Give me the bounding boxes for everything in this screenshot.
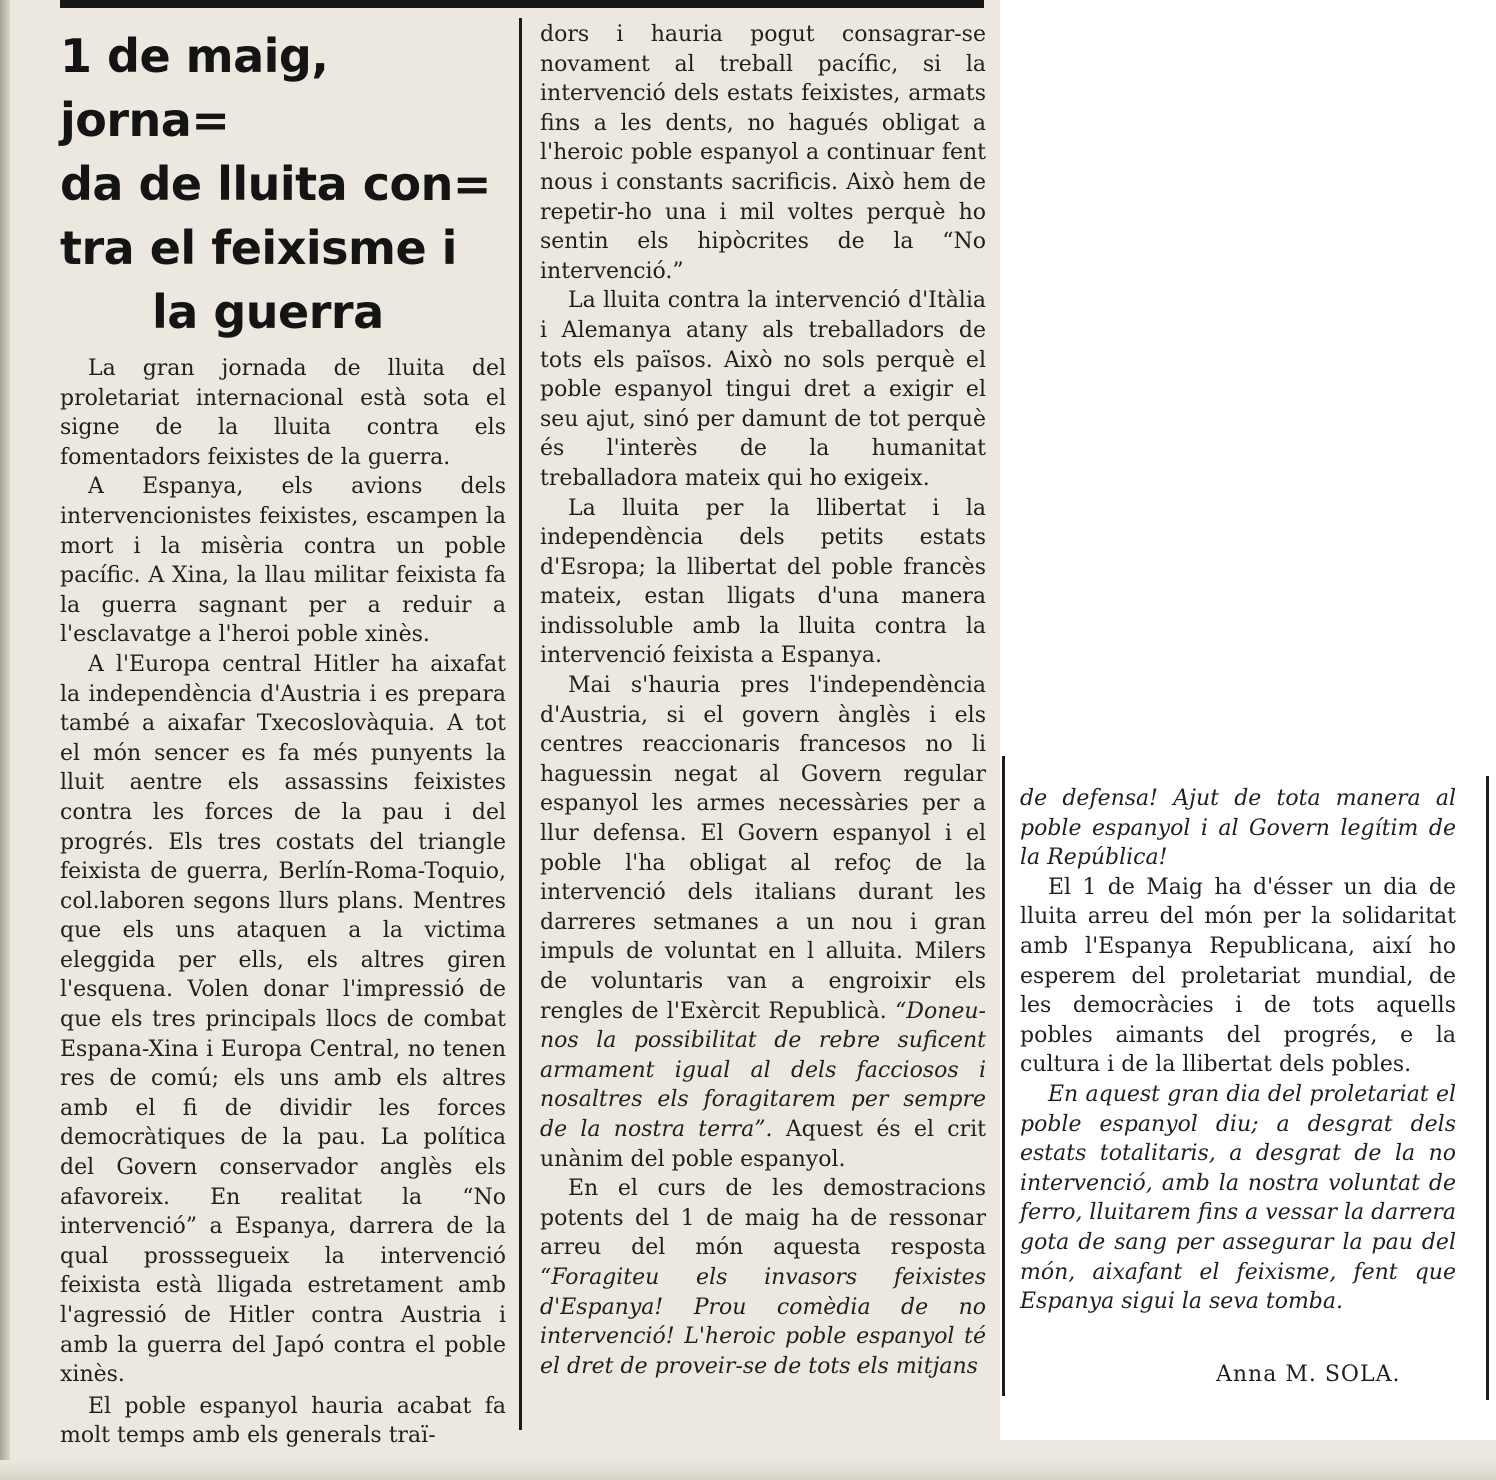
top-rule <box>60 0 984 8</box>
paragraph-text: En el curs de les demostracions potents del 1 de maig ha de ressonar arreu del món aquesta resposta <box>540 1176 986 1261</box>
column-rule-1 <box>519 18 522 1430</box>
paragraph: dors i hauria pogut consagrar-se novament al treball pacífic, si la intervenció dels estats feixistes, armats fins a les dents, no hagués obligat a l'heroic poble espanyol a continuar fent nous i constants sacrificis. Això hem de repetir-ho una i mil voltes perquè ho sentin els hipòcrites de la “No intervenció.” <box>540 22 986 284</box>
paragraph: A Espanya, els avions dels intervencionistes feixistes, escampen la mort i la misèria contra un poble pacífic. A Xina, la llau militar feixista fa la guerra sagnant per a reduir a l'esclavatge a l'heroi poble xinès. <box>60 474 506 648</box>
paragraph: El poble espanyol hauria acabat fa molt temps amb els generals traï- <box>60 1393 506 1449</box>
page-left-edge <box>0 0 10 1480</box>
paragraph: El 1 de Maig ha d'ésser un dia de lluita arreu del món per la solidaritat amb l'Espanya Republicana, així ho esperem del proletariat mundial, de les democràcies i de tots aquells pobles aimants del progrés, e la cultura i de la llibertat dels pobles. <box>1020 874 1456 1078</box>
paragraph: A l'Europa central Hitler ha aixafat la independència d'Austria i es prepara també a aixafar Txecoslovàquia. A tot el món sencer es fa més punyents la lluit aentre els assassins feixistes contra les forces de la pau i del progrés. Els tres costats del triangle feixista de guerra, Berlín-Roma-Toquio, col.laboren segons llurs plans. Mentres que els uns ataquen a la victima eleggida per ells, els altres giren l'esquena. Volen donar l'impressió de que els tres principals llocs de combat Espana-Xina i Europa Central, no tenen res de comú; els uns amb els altres amb el fi de dividir les forces democràtiques de la pau. La política del Govern conservador anglès els afavoreix. En realitat la “No intervenció” a Espanya, darrera de la qual prosssegueix la intervenció feixista està lligada estretament amb l'agressió de Hitler contra Austria i amb la guerra del Japó contra el poble xinès. <box>60 651 506 1388</box>
quoted-demand: “Doneu-nos la possibilitat de rebre suficent armament igual al dels facciosos i nosaltres els foragitarem per sempre de la nostra terra”. <box>540 998 986 1142</box>
page-bottom-shadow <box>0 1460 1496 1480</box>
paragraph: de defensa! Ajut de tota manera al poble espanyol i al Govern legítim de la República! <box>1020 786 1456 871</box>
column-rule-2 <box>1002 756 1005 1396</box>
paragraph: En aquest gran dia del proletariat el poble espanyol diu; a desgrat dels estats totalitaris, a desgrat de la no intervenció, amb la nostra voluntat de ferro, lluitarem fins a vessar la darrera gota de sang per assegurar la pau del món, aixafant el feixisme, fent que Espanya sigui la seva tomba. <box>1020 1081 1456 1315</box>
column-rule-3 <box>1486 776 1489 1400</box>
headline-line-4: la guerra <box>152 285 384 339</box>
paragraph: La lluita per la llibertat i la independència dels petits estats d'Esropa; la llibertat del poble francès mateix, estan lligats d'una manera indissoluble amb la lluita contra la intervenció feixista a Espanya. <box>540 495 986 669</box>
paragraph-text: Aquest és el crit unànim del poble espanyol. <box>540 1116 986 1172</box>
paragraph: La gran jornada de lluita del proletariat internacional està sota el signe de la lluita contra els fomentadors feixistes de la guerra. <box>60 356 506 470</box>
article-column-1 <box>60 24 506 1451</box>
author-byline: Anna M. SOLA. <box>1216 1362 1401 1387</box>
paragraph <box>540 1174 986 1381</box>
headline-line-2: da de lluita con= <box>60 157 491 211</box>
quoted-response: “Foragiteu els invasors feixistes d'Espanya! Prou comèdia de no intervenció! L'heroic poble espanyol té el dret de proveir-se de tots els mitjans <box>540 1264 986 1379</box>
article-column-2 <box>540 20 986 1381</box>
headline-line-3: tra el feixisme i <box>60 221 457 275</box>
headline <box>60 24 506 344</box>
paragraph-text: Mai s'hauria pres l'independència d'Austria, si el govern ànglès i els centres reaccionaris francesos no li haguessin negat al Govern regular espanyol les armes necessàries per a llur defensa. El Govern espanyol i el poble l'ha obligat al refoç de la intervenció dels italians durant les darreres setmanes a un nou i gran impuls de voluntat en l alluita. Milers de voluntaris van a engroixir els rengles de l'Exèrcit Republicà. <box>540 673 986 1024</box>
headline-line-1: 1 de maig, jorna= <box>60 29 329 147</box>
paragraph: La lluita contra la intervenció d'Itàlia i Alemanya atany als treballadors de tots els països. Això no sols perquè el poble espanyol tingui dret a exigir el seu ajut, sinó per damunt de tot perquè és l'interès de la humanitat treballadora mateix qui ho exigeix. <box>540 288 986 491</box>
paragraph <box>540 671 986 1174</box>
article-column-3 <box>1020 784 1456 1317</box>
